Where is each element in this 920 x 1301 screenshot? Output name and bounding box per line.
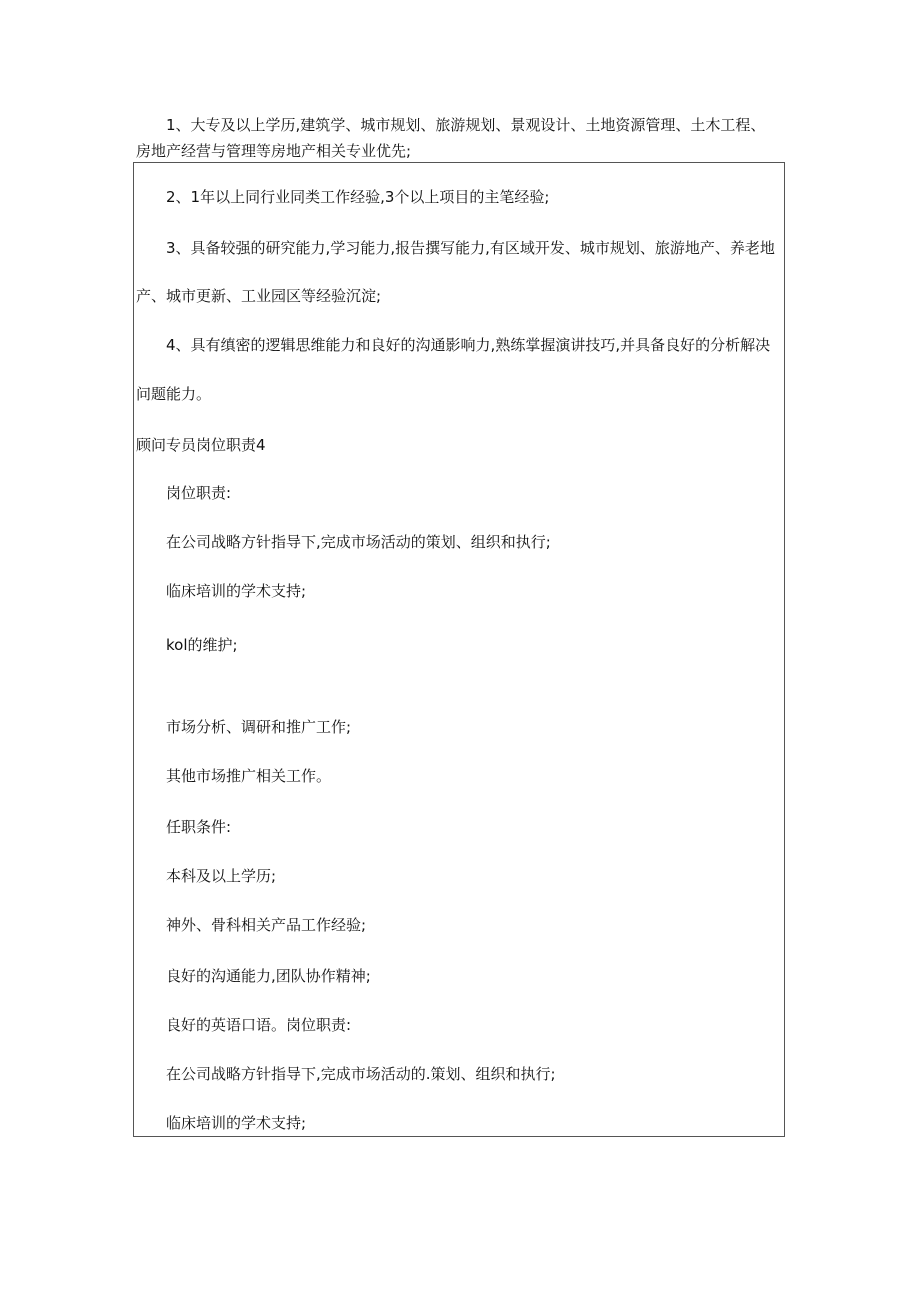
duty-item: 其他市场推广相关工作。 — [166, 767, 332, 785]
duty-item: 在公司战略方针指导下,完成市场活动的策划、组织和执行; — [166, 533, 551, 551]
intro-line-2: 房地产经营与管理等房地产相关专业优先; — [136, 142, 412, 160]
duty-item: kol的维护; — [166, 636, 238, 654]
repeat-item: 临床培训的学术支持; — [166, 1114, 307, 1132]
condition-item: 本科及以上学历; — [166, 867, 277, 885]
condition-item: 良好的沟通能力,团队协作精神; — [166, 967, 371, 985]
condition-item: 神外、骨科相关产品工作经验; — [166, 916, 367, 934]
conditions-heading: 任职条件: — [166, 818, 232, 836]
section-title: 顾问专员岗位职责4 — [136, 436, 266, 454]
repeat-item: 在公司战略方针指导下,完成市场活动的.策划、组织和执行; — [166, 1065, 556, 1083]
requirement-4-cont: 问题能力。 — [136, 385, 212, 403]
intro-line-1: 1、大专及以上学历,建筑学、城市规划、旅游规划、景观设计、土地资源管理、土木工程、 — [166, 116, 766, 134]
duties-heading: 岗位职责: — [166, 484, 232, 502]
requirement-4: 4、具有缜密的逻辑思维能力和良好的沟通影响力,熟练掌握演讲技巧,并具备良好的分析解决 — [166, 336, 771, 354]
requirement-3: 3、具备较强的研究能力,学习能力,报告撰写能力,有区域开发、城市规划、旅游地产、养老地 — [166, 239, 775, 257]
requirement-3-cont: 产、城市更新、工业园区等经验沉淀; — [136, 287, 382, 305]
condition-item: 良好的英语口语。岗位职责: — [166, 1016, 352, 1034]
duty-item: 临床培训的学术支持; — [166, 582, 307, 600]
duty-item: 市场分析、调研和推广工作; — [166, 718, 352, 736]
requirement-2: 2、1年以上同行业同类工作经验,3个以上项目的主笔经验; — [166, 188, 550, 206]
